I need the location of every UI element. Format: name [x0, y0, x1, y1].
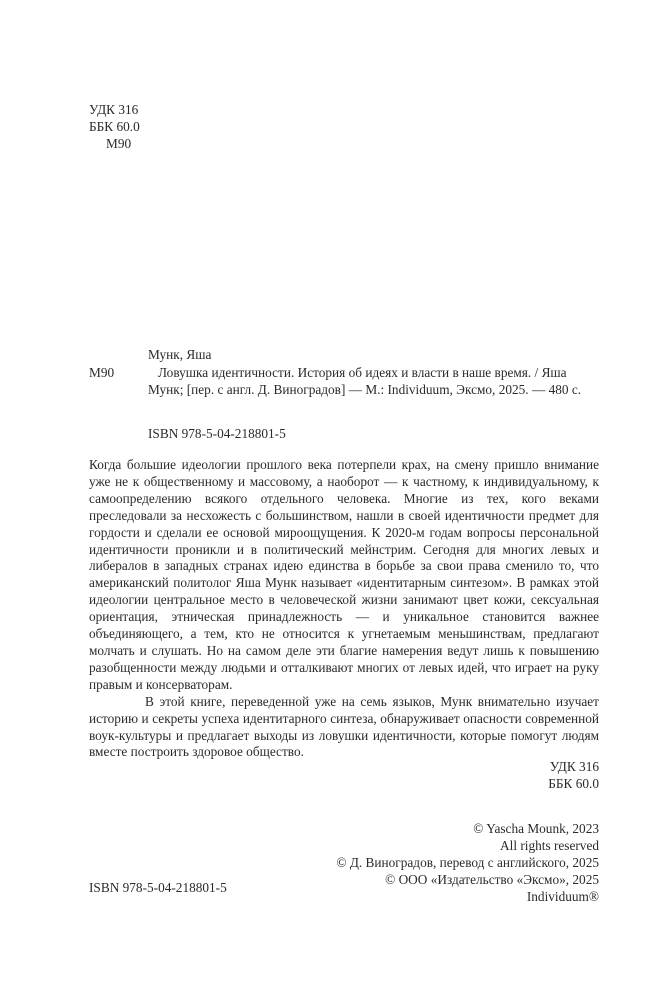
- isbn-bottom: ISBN 978-5-04-218801-5: [89, 880, 227, 895]
- isbn-catalog: ISBN 978-5-04-218801-5: [148, 426, 286, 441]
- author-mark: М90: [106, 136, 132, 151]
- copyright-block: [336, 820, 599, 905]
- copyright-line: © Yascha Mounk, 2023: [473, 821, 599, 836]
- udk-code: УДК 316: [89, 102, 139, 117]
- annotation-paragraph: В этой книге, переведенной уже на семь языков, Мунк внимательно изучает историю и секреты успеха идентитарного синтеза, обнаруживает опасности современной воук-культуры и предлагает выходы из ловушки идентичности, которые помогут людям вместе построить здоровое общество.: [89, 693, 599, 760]
- copyright-line: © Д. Виноградов, перевод с английского, 2025: [336, 855, 599, 870]
- bbk-code: ББК 60.0: [89, 119, 140, 134]
- annotation-paragraph: Когда большие идеологии прошлого века потерпели крах, на смену пришло внимание уже не к общественному и массовому, а наоборот — к частному, к индивидуальному, к самоопределению всякого отдельного человека. Многие из тех, кого веками преследовали за несхожесть с большинством, нашли в своей идентичности предмет для гордости и сделали ее основой мироощущения. К 2020-м годам вопросы персональной идентичности проникли и в политический мейнстрим. Сегодня для многих левых и либералов в западных странах идею единства в борьбе за свои права сменило то, что американский политолог Яша Мунк называет «идентитарным синтезом». В рамках этой идеологии центральное место в человеческой жизни занимают цвет кожи, сексуальная ориентация, этническая принадлежность — и уникальное становится важнее объединяющего, а тем, кто не относится к угнетаемым меньшинствам, предлагают молчать и слушать. Но на самом деле эти благие намерения ведут лишь к повышению разобщенности между людьми и отталкивают многих от левых идей, что играет на руку правым и консерваторам.: [89, 457, 599, 692]
- catalog-author-mark: М90: [89, 364, 115, 380]
- classification-codes-top: [89, 101, 140, 152]
- catalog-description: Ловушка идентичности. История об идеях и власти в наше время. / Яша Мунк; [пер. с англ. Д. Виноградов] — М.: Individuum, Эксмо, 2025. — 480 с.: [148, 364, 582, 397]
- copyright-line: All rights reserved: [500, 838, 599, 853]
- bbk-code: ББК 60.0: [548, 776, 599, 791]
- catalog-author: Мунк, Яша: [148, 347, 212, 362]
- udk-code: УДК 316: [549, 759, 599, 774]
- copyright-line: Individuum®: [526, 889, 599, 904]
- classification-codes-bottom: [548, 758, 599, 792]
- annotation: [89, 457, 599, 761]
- copyright-line: © ООО «Издательство «Эксмо», 2025: [385, 872, 599, 887]
